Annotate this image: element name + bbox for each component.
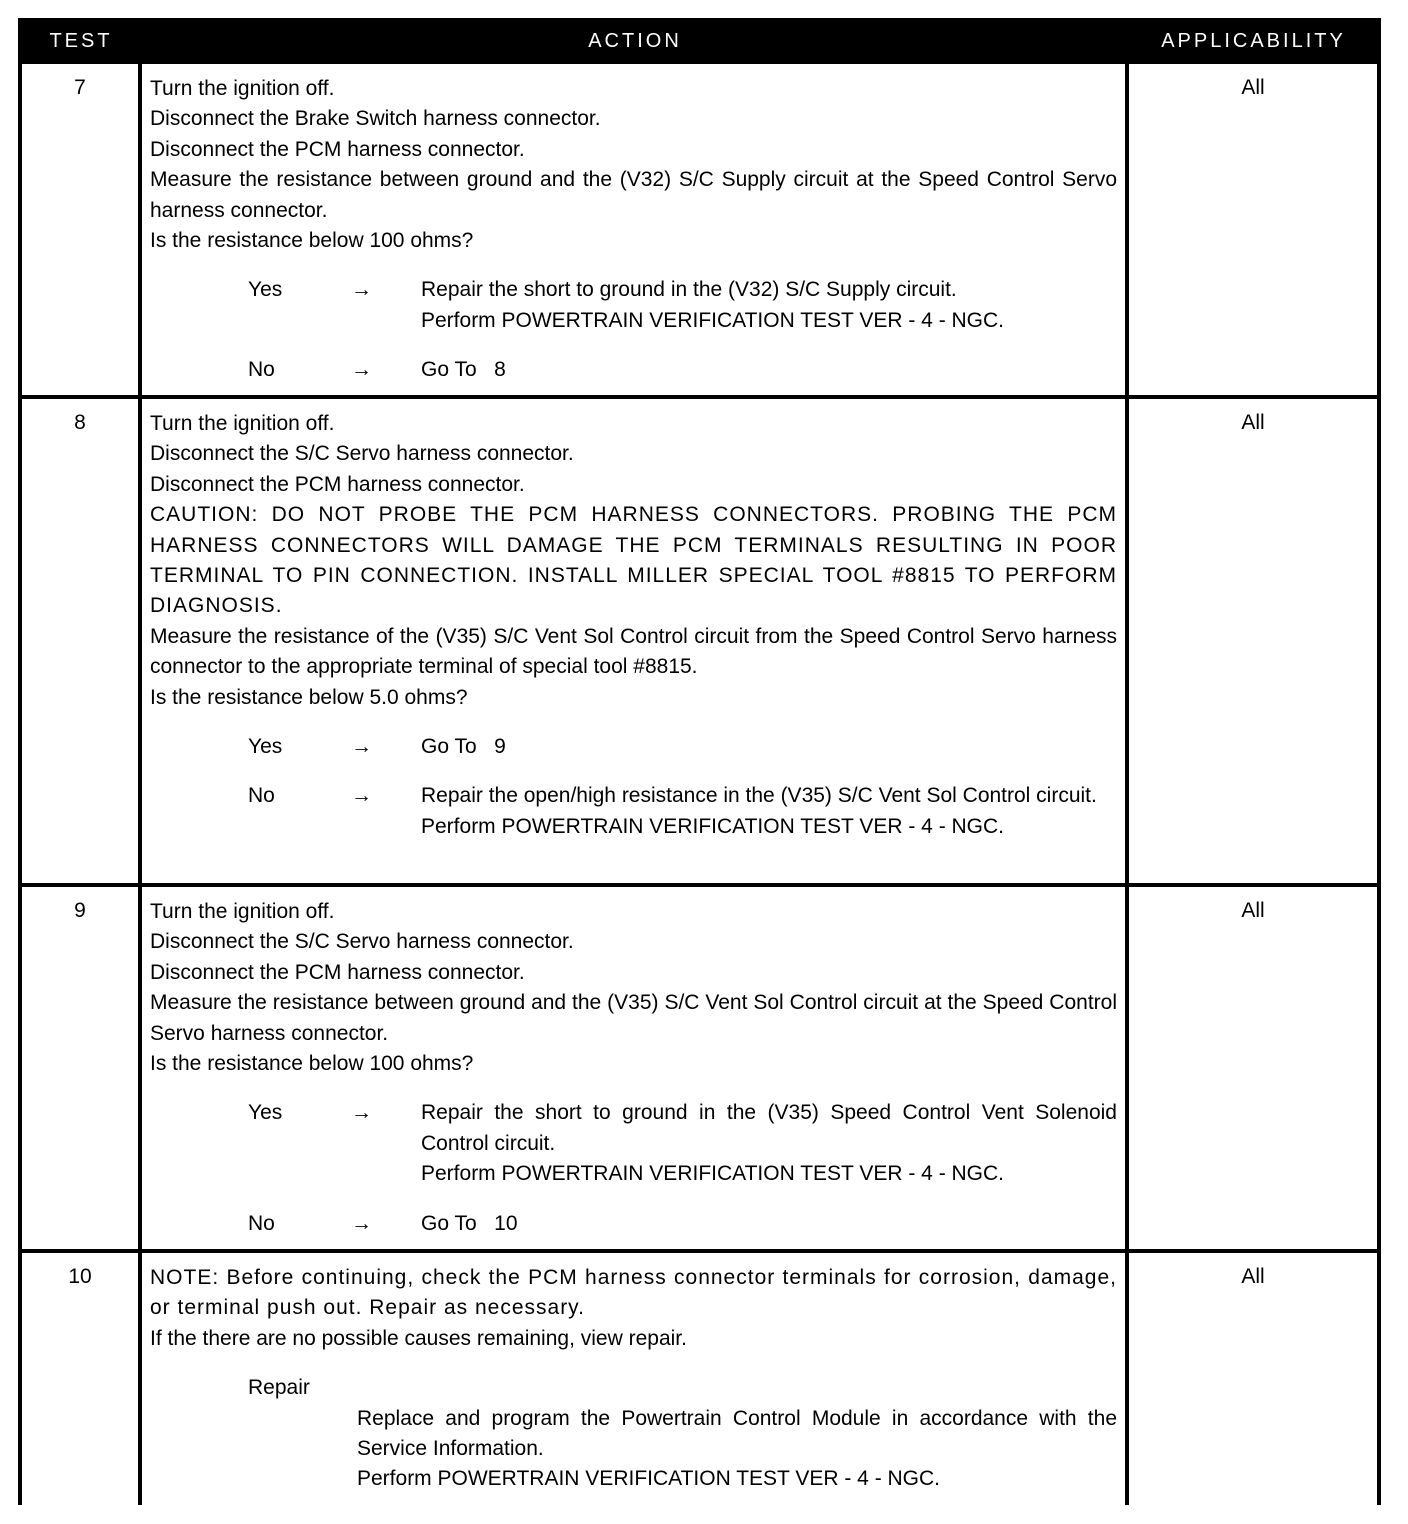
action-cell xyxy=(142,64,1125,395)
caution-text: CAUTION: DO NOT PROBE THE PCM HARNESS CONNECTORS. PROBING THE PCM HARNESS CONNECTORS WILL DAMAGE THE PCM TERMINALS RESULTING IN POOR TERMINAL TO PIN CONNECTION. INSTALL MILLER SPECIAL TOOL #8815 TO PERFORM DIAGNOSIS. xyxy=(150,503,1117,618)
applicability-value: All xyxy=(1129,399,1377,883)
no-label: No xyxy=(248,1211,275,1235)
action-line: Is the resistance below 5.0 ohms? xyxy=(150,685,468,709)
action-cell xyxy=(142,1253,1125,1505)
yes-text xyxy=(421,275,1117,336)
action-line: Disconnect the PCM harness connector. xyxy=(150,472,525,496)
action-line: Disconnect the PCM harness connector. xyxy=(150,137,525,161)
answer-line: Perform POWERTRAIN VERIFICATION TEST VER - 4 - NGC. xyxy=(421,814,1005,838)
test-number: 7 xyxy=(22,64,138,395)
arrow-icon: → xyxy=(351,358,372,382)
action-line: Measure the resistance between ground and the (V32) S/C Supply circuit at the Speed Control Servo harness connector. xyxy=(150,168,1117,222)
header-test: TEST xyxy=(49,29,113,52)
header-applicability: APPLICABILITY xyxy=(1161,29,1346,52)
yes-label: Yes xyxy=(248,735,283,759)
arrow-icon: → xyxy=(351,784,372,808)
table-row xyxy=(22,1253,1377,1505)
no-answer xyxy=(150,355,1117,385)
repair-line: Replace and program the Powertrain Control Module in accordance with the Service Information. xyxy=(357,1406,1117,1461)
no-text: Go To 10 xyxy=(421,1211,518,1235)
test-number: 8 xyxy=(22,399,138,883)
test-number: 10 xyxy=(22,1253,138,1505)
action-line: If the there are no possible causes remaining, view repair. xyxy=(150,1326,687,1350)
yes-text: Go To 9 xyxy=(421,735,506,759)
header-action: ACTION xyxy=(588,29,682,52)
arrow-icon: → xyxy=(351,1101,372,1125)
applicability-value: All xyxy=(1129,887,1377,1249)
yes-label: Yes xyxy=(248,1101,283,1125)
no-label: No xyxy=(248,358,275,382)
answer-line: Repair the short to ground in the (V32) S/C Supply circuit. xyxy=(421,278,957,302)
action-cell xyxy=(142,887,1125,1249)
no-answer xyxy=(150,781,1117,842)
applicability-value: All xyxy=(1129,1253,1377,1505)
table-row xyxy=(22,399,1377,883)
repair-label: Repair xyxy=(248,1376,310,1400)
action-line: Disconnect the S/C Servo harness connector. xyxy=(150,442,574,466)
action-line: Measure the resistance between ground and the (V35) S/C Vent Sol Control circuit at the Speed Control Servo harness connector. xyxy=(150,991,1117,1045)
note-text: NOTE: Before continuing, check the PCM harness connector terminals for corrosion, damage, or terminal push out. Repair as necessary. xyxy=(150,1266,1117,1320)
applicability-value: All xyxy=(1129,64,1377,395)
answer-line: Repair the open/high resistance in the (V35) S/C Vent Sol Control circuit. xyxy=(421,784,1097,808)
table-header xyxy=(22,22,1377,60)
yes-answer xyxy=(150,275,1117,336)
test-number: 9 xyxy=(22,887,138,1249)
no-text xyxy=(421,781,1117,842)
diagnostic-table xyxy=(18,18,1381,1505)
arrow-icon: → xyxy=(351,278,372,302)
action-line: Disconnect the Brake Switch harness connector. xyxy=(150,107,601,131)
action-line: Is the resistance below 100 ohms? xyxy=(150,229,474,253)
action-line: Disconnect the S/C Servo harness connector. xyxy=(150,930,574,954)
action-line: Measure the resistance of the (V35) S/C Vent Sol Control circuit from the Speed Control Servo harness connector to the appropriate terminal of special tool #8815. xyxy=(150,624,1117,679)
repair-line: Perform POWERTRAIN VERIFICATION TEST VER - 4 - NGC. xyxy=(357,1467,941,1491)
answer-line: Perform POWERTRAIN VERIFICATION TEST VER - 4 - NGC. xyxy=(421,1162,1005,1186)
answer-line: Repair the short to ground in the (V35) Speed Control Vent Solenoid Control circuit. xyxy=(421,1101,1117,1155)
action-line: Disconnect the PCM harness connector. xyxy=(150,960,525,984)
answer-line: Perform POWERTRAIN VERIFICATION TEST VER - 4 - NGC. xyxy=(421,308,1005,332)
action-line: Is the resistance below 100 ohms? xyxy=(150,1052,474,1076)
no-text: Go To 8 xyxy=(421,358,506,382)
yes-label: Yes xyxy=(248,278,283,302)
yes-text xyxy=(421,1098,1117,1189)
action-line: Turn the ignition off. xyxy=(150,77,335,100)
no-answer xyxy=(150,1209,1117,1239)
arrow-icon: → xyxy=(351,1211,372,1235)
yes-answer xyxy=(150,732,1117,762)
no-label: No xyxy=(248,784,275,808)
arrow-icon: → xyxy=(351,735,372,759)
repair-text xyxy=(357,1404,1117,1495)
table-row xyxy=(22,64,1377,395)
action-line: Turn the ignition off. xyxy=(150,412,335,435)
yes-answer xyxy=(150,1098,1117,1189)
action-line: Turn the ignition off. xyxy=(150,900,335,923)
action-cell xyxy=(142,399,1125,883)
table-row xyxy=(22,887,1377,1249)
